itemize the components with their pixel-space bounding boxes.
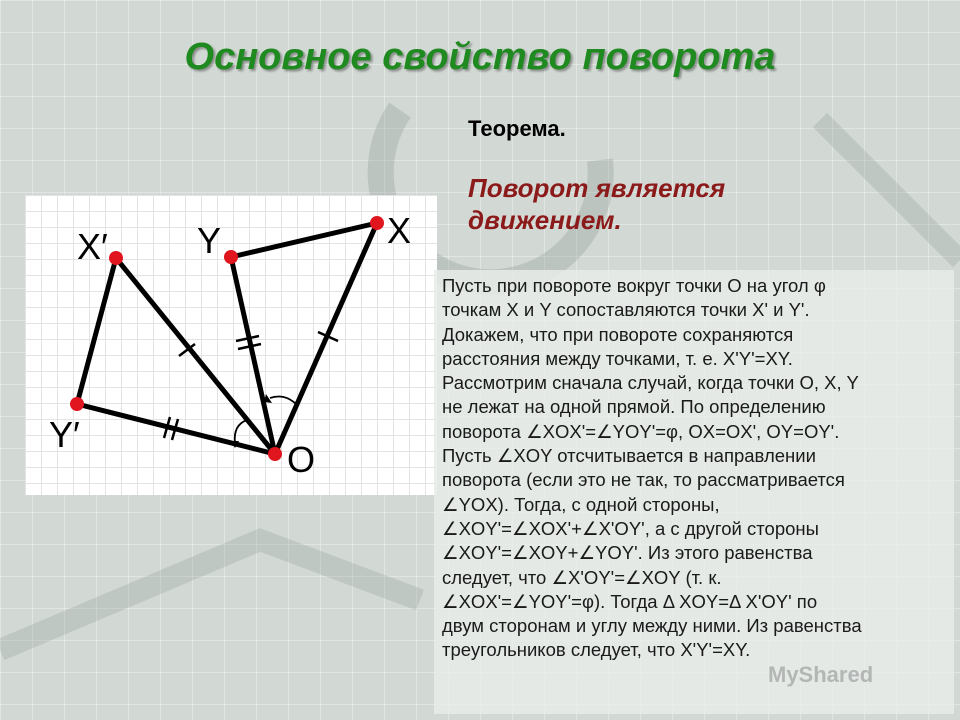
proof-line: ∠XOY'=∠XOY+∠YOY'. Из этого равенства — [442, 542, 813, 564]
proof-line: двум сторонам и углу между ними. Из равенства — [442, 615, 862, 637]
proof-line: расстояния между точками, т. е. X'Y'=XY. — [442, 347, 793, 369]
point-y — [224, 250, 238, 264]
point-yprime — [70, 397, 84, 411]
label-o: O — [287, 439, 316, 480]
point-x — [370, 216, 384, 230]
label-yprime: Y′ — [49, 414, 80, 455]
rotation-figure — [25, 195, 437, 495]
proof-line: Пусть ∠XOY отсчитывается в направлении — [442, 445, 816, 467]
proof-line: треугольников следует, что X'Y'=XY. — [442, 639, 751, 661]
proof-text — [434, 270, 954, 714]
theorem-statement-line: Поворот является — [468, 173, 726, 203]
proof-line: ∠YOX). Тогда, с одной стороны, — [442, 493, 720, 515]
proof-line: ∠XOY'=∠XOX'+∠X'OY', а с другой стороны — [442, 517, 819, 539]
segment-xprime-yprime — [77, 258, 116, 404]
label-xprime: X′ — [77, 226, 108, 267]
proof-line: ∠XOX'=∠YOY'=φ). Тогда Δ XOY=Δ X'OY' по — [442, 590, 818, 612]
proof-line: Пусть при повороте вокруг точки O на угол φ — [442, 275, 826, 296]
angle-arc-xox — [270, 397, 297, 405]
page-title: Основное свойство поворота — [184, 36, 776, 78]
proof-line: не лежат на одной прямой. По определению — [442, 396, 826, 418]
point-xprime — [109, 251, 123, 265]
label-x: X — [387, 210, 412, 251]
point-o — [268, 447, 282, 461]
theorem-statement — [468, 172, 808, 236]
watermark: MyShared — [768, 662, 874, 687]
theorem-statement-line: движением. — [468, 205, 622, 235]
rotation-diagram — [25, 195, 437, 495]
proof-line: следует, что ∠X'OY'=∠XOY (т. к. — [442, 566, 722, 588]
theorem-label: Теорема. — [468, 116, 566, 141]
angle-arc-yoy — [235, 420, 247, 443]
proof-line: Рассмотрим сначала случай, когда точки O, X, Y — [442, 372, 859, 394]
segment-y-x — [231, 223, 377, 257]
proof-line: поворота ∠XOX'=∠YOY'=φ, OX=OX', OY=OY'. — [442, 420, 840, 442]
segment-o-x — [275, 223, 377, 454]
proof-line: Докажем, что при повороте сохраняются — [442, 323, 794, 345]
label-y: Y — [197, 220, 222, 261]
proof-line: точкам X и Y сопоставляются точки X' и Y'. — [442, 299, 810, 321]
proof-line: поворота (если это не так, то рассматривается — [442, 469, 845, 491]
